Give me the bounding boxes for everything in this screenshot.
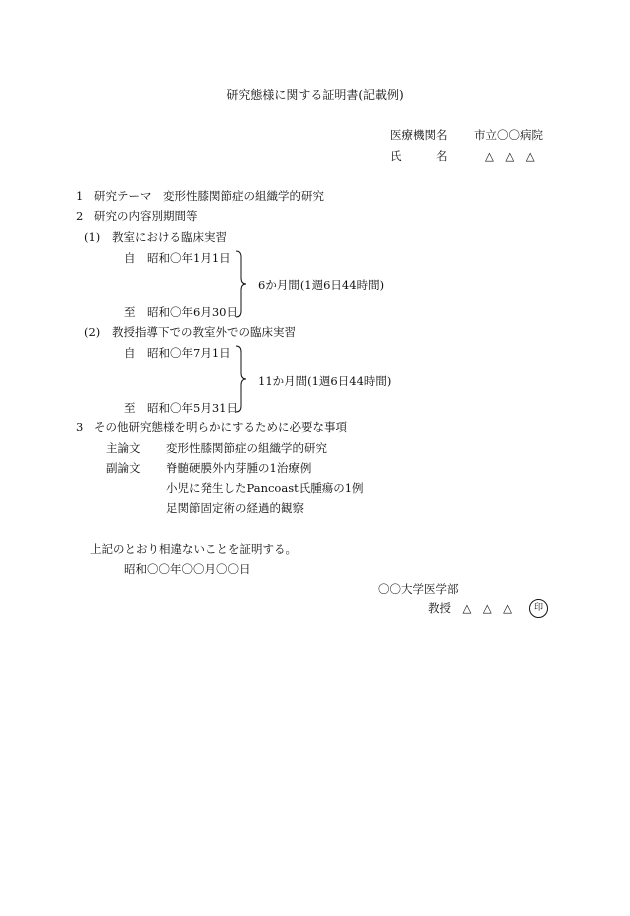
subsection-2-from-date: 自 昭和〇年7月1日 (124, 346, 231, 360)
section-3-number: 3 (76, 420, 84, 434)
subsection-2-label: (2) (84, 325, 101, 339)
section-3-heading: その他研究態様を明らかにするために必要な事項 (94, 420, 347, 434)
subsection-2-to-date: 至 昭和〇年5月31日 (124, 401, 238, 415)
main-paper-value: 変形性膝関節症の組織学的研究 (166, 441, 327, 455)
signatory-title-name: 教授 △ △ △ (428, 601, 513, 615)
name-label: 氏 名 (390, 149, 448, 163)
signatory-department: 〇〇大学医学部 (378, 582, 459, 596)
subsection-2-duration: 11か月間(1週6日44時間) (258, 374, 392, 388)
subsection-1-label: (1) (84, 230, 101, 244)
section-2-number: 2 (76, 209, 84, 223)
institution-value: 市立〇〇病院 (474, 128, 543, 142)
seal-stamp-icon: 印 (529, 599, 548, 618)
sub-paper-item: 小児に発生したPancoast氏腫瘍の1例 (166, 481, 364, 495)
subsection-1-to-date: 至 昭和〇年6月30日 (124, 305, 238, 319)
sub-paper-item: 脊髄硬膜外内芽腫の1治療例 (166, 461, 312, 475)
name-value: △ △ △ (485, 149, 535, 163)
subsection-2-text: 教授指導下での教室外での臨床実習 (112, 325, 296, 339)
main-paper-label: 主論文 (106, 441, 141, 455)
subsection-1-text: 教室における臨床実習 (112, 230, 227, 244)
document-title: 研究態様に関する証明書(記載例) (226, 88, 404, 102)
subsection-1-brace (234, 250, 250, 318)
subsection-2-brace (234, 345, 250, 413)
subsection-1-from-date: 自 昭和〇年1月1日 (124, 251, 231, 265)
certification-date: 昭和〇〇年〇〇月〇〇日 (124, 562, 251, 576)
section-1-text: 研究テーマ 変形性膝関節症の組織学的研究 (94, 189, 324, 203)
institution-label: 医療機関名 (390, 128, 448, 142)
sub-paper-item: 足関節固定術の経過的観察 (166, 501, 304, 515)
certification-statement: 上記のとおり相違ないことを証明する。 (90, 542, 297, 556)
section-1-number: 1 (76, 189, 84, 203)
section-2-heading: 研究の内容別期間等 (94, 209, 198, 223)
sub-paper-label: 副論文 (106, 461, 141, 475)
subsection-1-duration: 6か月間(1週6日44時間) (258, 278, 385, 292)
